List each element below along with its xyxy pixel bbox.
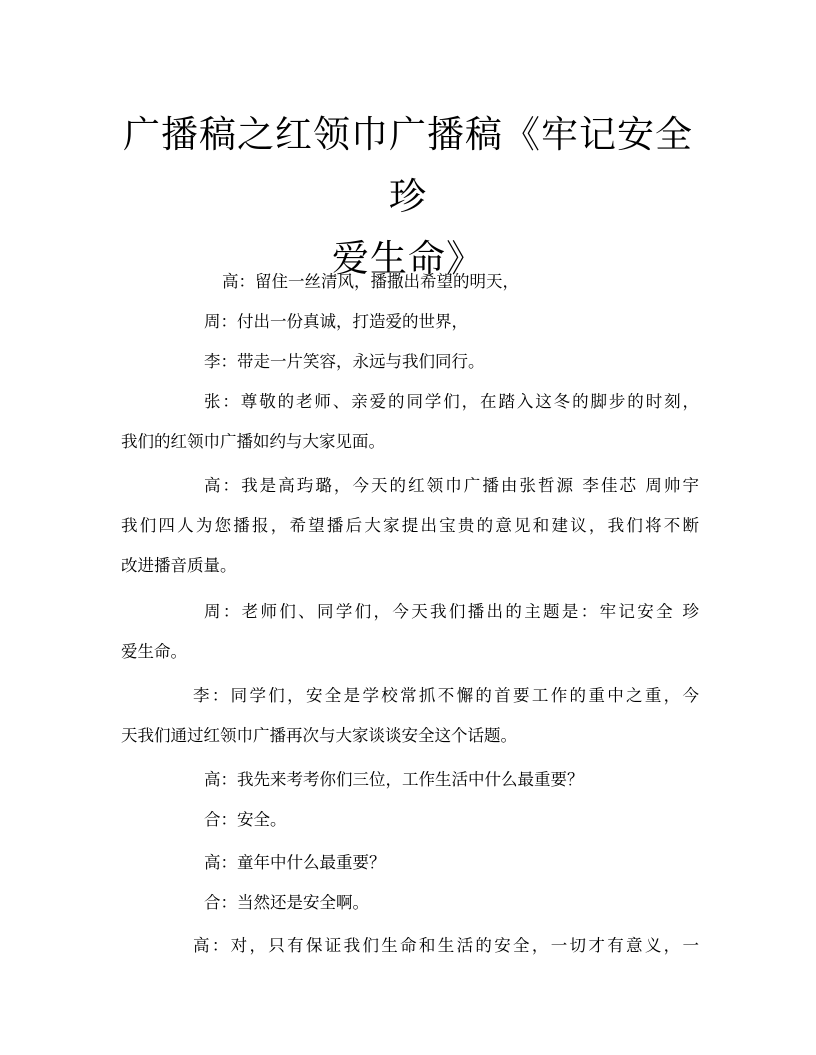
paragraph [121, 592, 699, 672]
paragraph-line: 高：对，只有保证我们生命和生活的安全，一切才有意义，一 [193, 936, 699, 955]
paragraph-line: 高：童年中什么最重要？ [204, 853, 386, 872]
title-line-2: 爱生命》 [332, 237, 484, 280]
paragraph [121, 382, 699, 462]
paragraph [121, 466, 699, 586]
paragraph [121, 800, 699, 840]
paragraph-line: 李：同学们，安全是学校常抓不懈的首要工作的重中之重，今 [193, 686, 699, 705]
paragraph-line: 李：带走一片笑容，永远与我们同行。 [204, 352, 485, 371]
paragraph [121, 760, 699, 800]
paragraph-line: 爱生命。 [121, 642, 187, 661]
paragraph [121, 262, 699, 302]
paragraph [121, 342, 699, 382]
paragraph-line: 高：我是高玙璐，今天的红领巾广播由张哲源 李佳芯 周帅宇 [204, 476, 699, 495]
paragraph [121, 883, 699, 923]
paragraph-line: 改进播音质量。 [121, 556, 237, 575]
paragraph-line: 合：当然还是安全啊。 [204, 893, 369, 912]
paragraph [121, 843, 699, 883]
paragraph-line: 我们四人为您播报，希望播后大家提出宝贵的意见和建议，我们将不断 [121, 516, 699, 535]
paragraph-line: 合：安全。 [204, 810, 287, 829]
paragraph-line: 周：老师们、同学们，今天我们播出的主题是：牢记安全 珍 [204, 602, 699, 621]
paragraph [121, 926, 699, 966]
paragraph-line: 张：尊敬的老师、亲爱的同学们，在踏入这冬的脚步的时刻， [204, 392, 699, 411]
paragraph-line: 高：留住一丝清风，播撒出希望的明天， [222, 272, 519, 291]
paragraph-line: 高：我先来考考你们三位，工作生活中什么最重要？ [204, 770, 584, 789]
title-line-1: 广播稿之红领巾广播稿《牢记安全 珍 [123, 113, 693, 218]
paragraph [121, 302, 699, 342]
paragraph-line: 周：付出一份真诚，打造爱的世界， [204, 312, 468, 331]
paragraph-line: 我们的红领巾广播如约与大家见面。 [121, 432, 385, 451]
paragraph [121, 676, 699, 756]
paragraph-line: 天我们通过红领巾广播再次与大家谈谈安全这个话题。 [121, 726, 517, 745]
